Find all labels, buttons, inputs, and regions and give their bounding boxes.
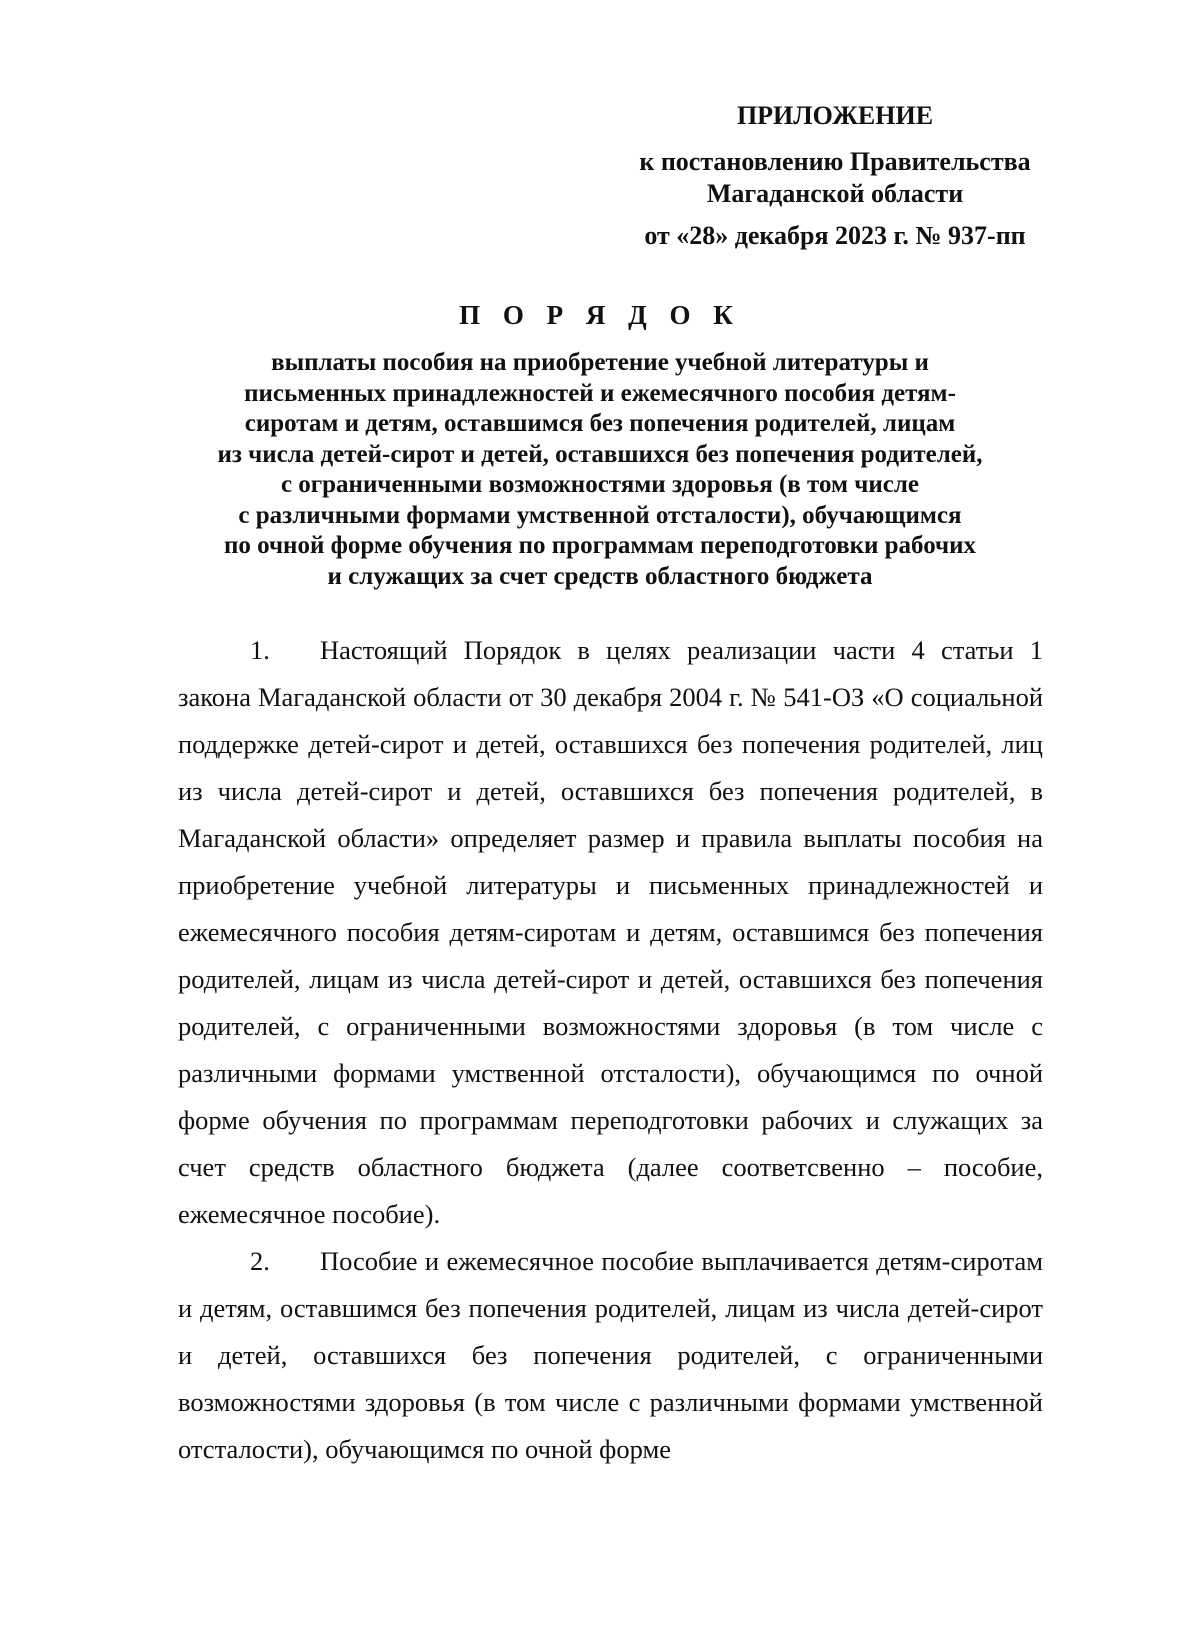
appendix-line-2: Магаданской области [706,179,964,208]
document-title: П О Р Я Д О К [459,300,741,330]
document-subtitle [180,348,1020,592]
subtitle-line: по очной форме обучения по программам переподготовки рабочих [223,532,977,559]
subtitle-line: и служащих за счет средств областного бюджета [327,562,873,590]
appendix-title: ПРИЛОЖЕНИЕ [736,101,934,130]
subtitle-line: с различными формами умственной отсталости), обучающимся [238,501,962,529]
appendix-block [620,100,1050,252]
subtitle-line: выплаты пособия на приобретение учебной литературы и [271,349,929,376]
appendix-line-1: к постановлению Правительства [639,147,1031,176]
subtitle-line: с ограниченными возможностями здоровья (в том числе [280,471,920,498]
document-body [178,627,1043,1473]
paragraph-2 [178,1238,1043,1473]
appendix-date-line: от «28» декабря 2023 г. № 937-пп [644,221,1026,250]
paragraph-text: Настоящий Порядок в целях реализации части 4 статьи 1 закона Магаданской области от 30 декабря 2004 г. № 541-ОЗ «О социальной поддержке детей-сирот и детей, оставшихся без попечения родителей, лиц из числа детей-сирот и детей, оставшихся без попечения родителей, в Магаданской области» определяет размер и правила выплаты пособия на приобретение учебной литературы и письменных принадлежностей и ежемесячного пособия детям-сиротам и детям, оставшимся без попечения родителей, лицам из числа детей-сирот и детей, оставшихся без попечения родителей, с ограниченными возможностями здоровья (в том числе с различными формами умственной отсталости), обучающимся по очной форме обучения по программам переподготовки рабочих и служащих за счет средств областного бюджета (далее соответсвенно – пособие, ежемесячное пособие). [178,635,1043,1229]
subtitle-line: письменных принадлежностей и ежемесячного пособия детям- [244,379,956,407]
subtitle-line: сиротам и детям, оставшимся без попечения родителей, лицам [244,410,956,437]
paragraph-text: Пособие и ежемесячное пособие выплачивается детям-сиротам и детям, оставшимся без попечения родителей, лицам из числа детей-сирот и детей, оставшихся без попечения родителей, с ограниченными возможностями здоровья (в том числе с различными формами умственной отсталости), обучающимся по очной форме [178,1246,1043,1464]
paragraph-number: 2. [250,1246,270,1276]
subtitle-line: из числа детей-сирот и детей, оставшихся без попечения родителей, [217,440,983,468]
paragraph-number: 1. [250,635,270,665]
paragraph-1 [178,627,1043,1238]
